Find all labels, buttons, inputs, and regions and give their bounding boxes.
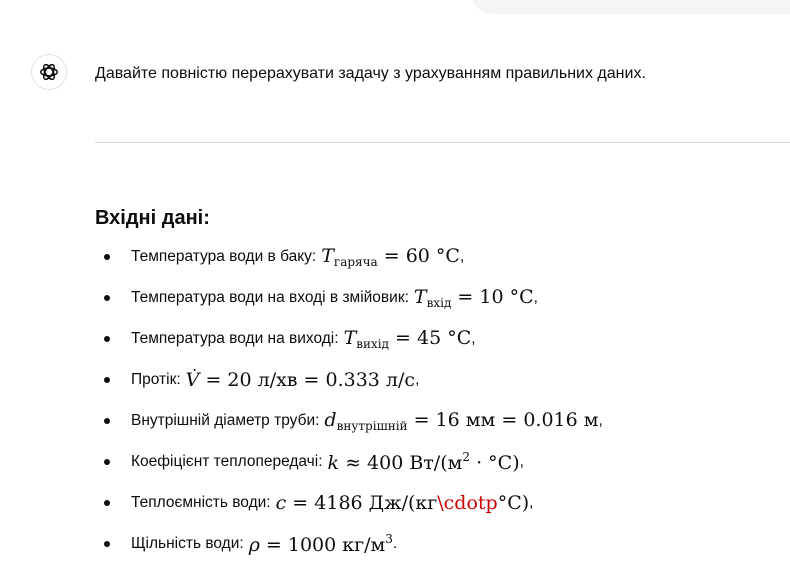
- bullet: [104, 459, 110, 465]
- intro-text: Давайте повністю перерахувати задачу з урахуванням правильних даних.: [95, 65, 646, 82]
- list-item: Температура води на виході: $T_{вихід} = 45$ °C ,: [0, 318, 603, 359]
- item-label: Щільність води:: [131, 534, 244, 552]
- list-item: Температура води на вході в змійовик: $T_{вхід} = 10$ °C ,: [0, 277, 603, 318]
- item-label: Температура води на виході:: [131, 329, 339, 347]
- item-label: Температура води в баку:: [131, 247, 317, 265]
- bullet: [104, 377, 110, 383]
- formula: V̇ = 20 л/хв = 0.333 л/с: [185, 368, 416, 391]
- bullet: [104, 418, 110, 424]
- input-data-list: [0, 236, 603, 564]
- formula: c = 4186 Дж/(кг\cdotp°C): [275, 491, 530, 514]
- list-item: Внутрішній діаметр труби: $d_{внутрішній} = 16$ мм = 0.016 м ,: [0, 400, 603, 441]
- formula: k ≈ 400 $Вт/(м^2 \cdot ^\circ C)$: [327, 449, 520, 474]
- divider: [95, 142, 790, 143]
- section-title: Вхідні дані:: [95, 207, 210, 229]
- formula: $T_{гаряча} = 60$ °C: [321, 244, 460, 269]
- bullet: [104, 254, 110, 260]
- item-label: Коефіцієнт теплопередачі:: [131, 452, 323, 470]
- item-label: Внутрішній діаметр труби:: [131, 411, 320, 429]
- user-message-bubble: [470, 0, 790, 14]
- bullet: [104, 500, 110, 506]
- formula: $d_{внутрішній} = 16$ мм = 0.016 м: [324, 408, 599, 433]
- bullet: [104, 541, 110, 547]
- formula: $T_{вхід} = 10$ °C: [413, 285, 534, 310]
- list-item: Температура води в баку: $T_{гаряча} = 60$ °C ,: [0, 236, 603, 277]
- item-label: Протік:: [131, 370, 181, 388]
- chatgpt-logo-icon: [38, 61, 60, 83]
- formula: $T_{вихід} = 45$ °C: [343, 326, 472, 351]
- list-item: Теплоємність води: c = 4186 Дж/(кг\cdotp°C) ,: [0, 482, 603, 523]
- item-label: Теплоємність води:: [131, 493, 271, 511]
- bullet: [104, 336, 110, 342]
- list-item: Щільність води: ρ = 1000 $кг/м^3$ .: [0, 523, 603, 564]
- latex-error-text: \cdotp: [437, 491, 498, 514]
- list-item: Коефіцієнт теплопередачі: k ≈ 400 $Вт/(м^2 \cdot ^\circ C)$ ,: [0, 441, 603, 482]
- assistant-avatar: [31, 54, 67, 90]
- formula: ρ = 1000 $кг/м^3$: [248, 531, 393, 556]
- bullet: [104, 295, 110, 301]
- item-label: Температура води на вході в змійовик:: [131, 288, 409, 306]
- list-item: Протік: V̇ = 20 л/хв = 0.333 л/с ,: [0, 359, 603, 400]
